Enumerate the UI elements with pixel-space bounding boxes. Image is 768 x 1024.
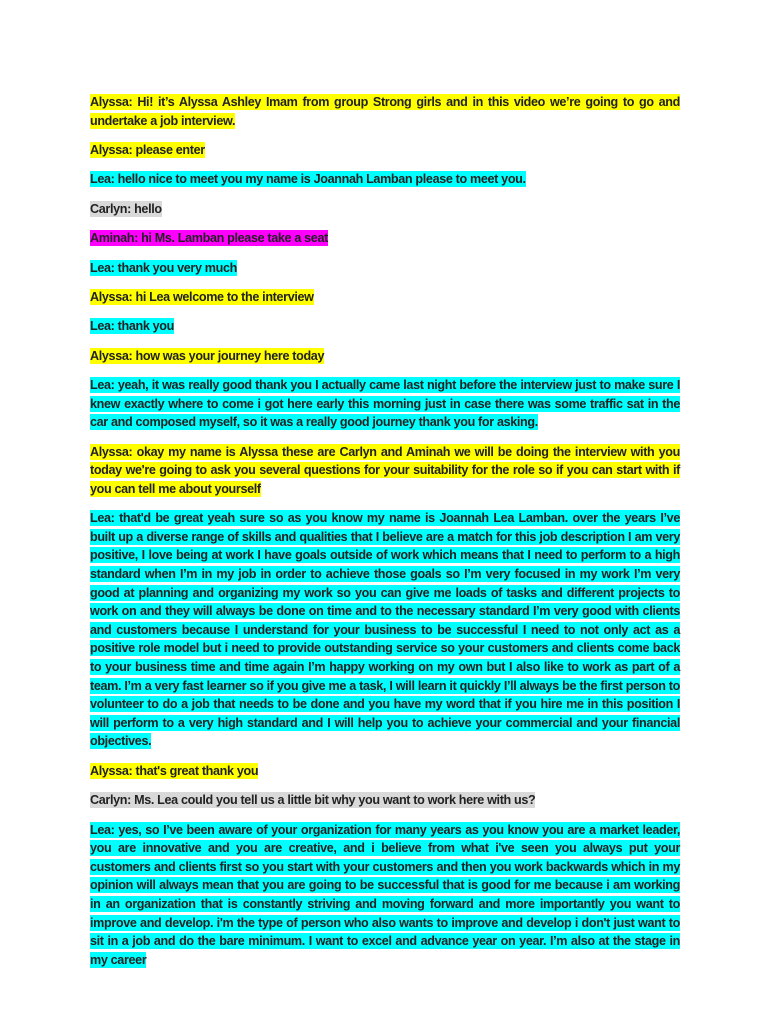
speaker-text-lea: Lea: hello nice to meet you my name is Joannah Lamban please to meet you. (90, 172, 526, 187)
transcript-line-lea-journey (90, 376, 680, 432)
transcript-body (90, 93, 680, 980)
transcript-line-lea-why-work (90, 821, 680, 970)
transcript-line-alyssa-great (90, 762, 680, 781)
speaker-text-lea: Lea: thank you very much (90, 260, 237, 275)
transcript-line-lea-hello (90, 170, 680, 189)
speaker-text-alyssa: Alyssa: please enter (90, 142, 205, 157)
speaker-text-lea: Lea: that'd be great yeah sure so as you know my name is Joannah Lea Lamban. over the years I’ve built up a diverse range of skills and qualities that I believe are a match for this job description I am very positive, I love being at work I have goals outside of work which means that I need to perform to a high standard when I’m in my job in order to achieve those goals so I’m very focused in my work I’m very good at planning and organizing my work so you can give me loads of tasks and different projects to work on and they will always be done on time and to the necessary standard I’m very good with clients and customers because I understand for your business to be successful I need to not only act as a positive role model but i need to provide outstanding service so your customers and clients come back to your business time and time again I’m happy working on my own but I also like to work as part of a team. I’m a very fast learner so if you give me a task, I will learn it quickly I’ll always be the first person to volunteer to do a job that needs to be done and you have my word that if you hire me in this position I will perform to a very high standard and I will help you to achieve your commercial and your financial objectives. (90, 511, 680, 749)
transcript-line-alyssa-welcome (90, 288, 680, 307)
speaker-text-alyssa: Alyssa: okay my name is Alyssa these are Carlyn and Aminah we will be doing the interview with you today we're going to ask you several questions for your suitability for the role so if you can start with if you can tell me about yourself (90, 444, 680, 496)
transcript-line-alyssa-journey (90, 347, 680, 366)
speaker-text-alyssa: Alyssa: how was your journey here today (90, 348, 325, 363)
transcript-line-lea-thanks (90, 259, 680, 278)
speaker-text-lea: Lea: yes, so I’ve been aware of your organization for many years as you know you are a market leader, you are innovative and you are creative, and i believe from what i've seen you always put your customers and clients first so you start with your customers and then you work backwards which in my opinion will always mean that you are going to be successful that is good for me because i am working in an organization that is constantly striving and moving forward and more importantly you want to improve and develop. i'm the type of person who also wants to improve and develop i don't just want to sit in a job and do the bare minimum. I want to excel and advance year on year. I’m also at the stage in my career (90, 822, 680, 967)
transcript-line-alyssa-intro (90, 93, 680, 130)
speaker-text-carlyn: Carlyn: Ms. Lea could you tell us a little bit why you want to work here with us? (90, 793, 536, 808)
transcript-line-lea-about-yourself (90, 509, 680, 751)
transcript-line-alyssa-enter (90, 141, 680, 160)
transcript-line-lea-thank-you (90, 317, 680, 336)
speaker-text-alyssa: Alyssa: hi Lea welcome to the interview (90, 289, 314, 304)
speaker-text-alyssa: Alyssa: Hi! it’s Alyssa Ashley Imam from group Strong girls and in this video we’re going to go and undertake a job interview. (90, 95, 680, 128)
transcript-line-carlyn-hello (90, 200, 680, 219)
speaker-text-alyssa: Alyssa: that's great thank you (90, 763, 259, 778)
transcript-line-carlyn-why-work (90, 791, 680, 810)
transcript-line-alyssa-about-yourself (90, 443, 680, 499)
transcript-line-aminah-seat (90, 229, 680, 248)
speaker-text-lea: Lea: thank you (90, 319, 174, 334)
speaker-text-carlyn: Carlyn: hello (90, 201, 162, 216)
speaker-text-lea: Lea: yeah, it was really good thank you I actually came last night before the interview just to make sure I knew exactly where to come i got here early this morning just in case there was some traffic sat in the car and composed myself, so it was a really good journey thank you for asking. (90, 378, 680, 430)
speaker-text-aminah: Aminah: hi Ms. Lamban please take a seat (90, 231, 328, 246)
